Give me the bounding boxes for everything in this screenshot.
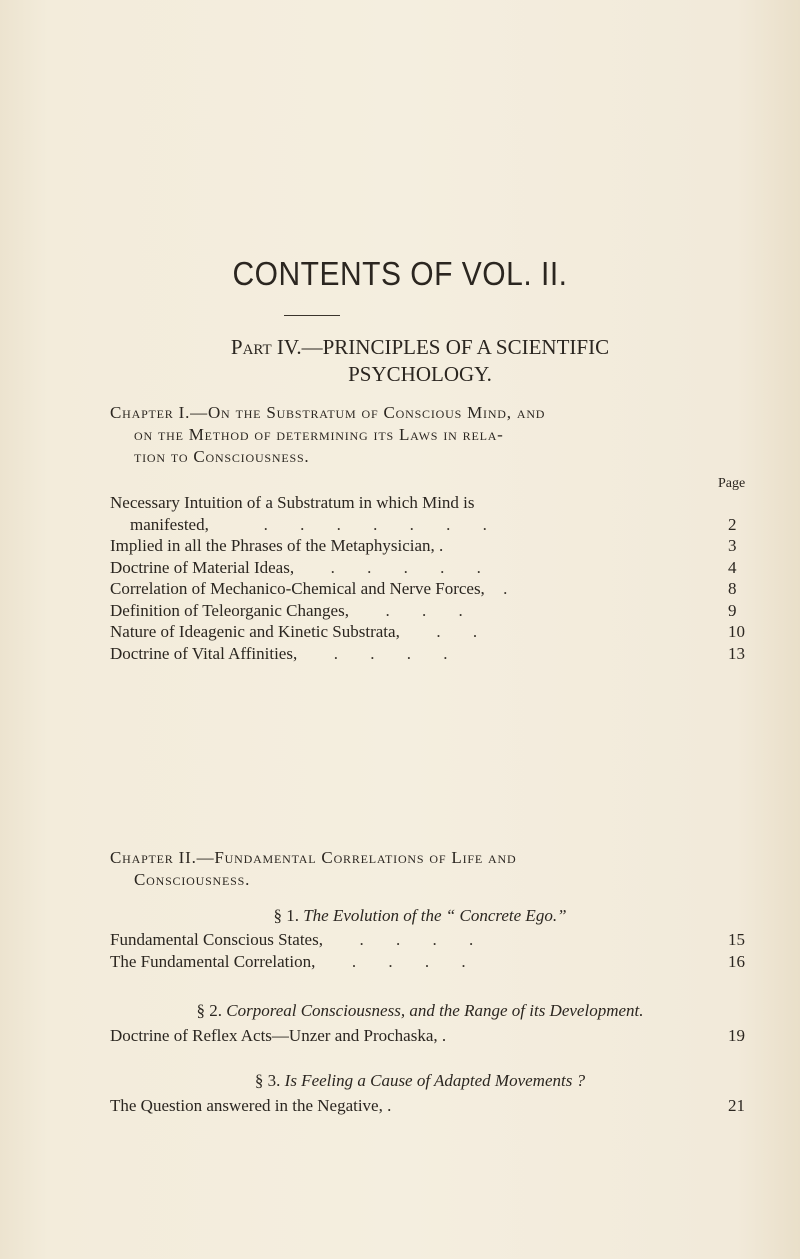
toc-entry-page: 21 [728,1096,745,1115]
toc-entry-text: Doctrine of Vital Affinities, [110,643,298,663]
toc-entry-text: The Question answered in the Negative, . [110,1096,392,1115]
part-heading [100,334,740,388]
chapter-2-line1: Chapter II.—Fundamental Correlations of Life and [110,848,517,867]
page-title: CONTENTS OF VOL. II. [232,256,568,293]
part-prefix: Part IV. [230,335,302,359]
section-1-entries [110,929,745,972]
chapter-1-heading [110,402,545,468]
toc-entry-page: 10 [728,622,745,641]
toc-entry [110,557,737,579]
toc-entry-text: Implied in all the Phrases of the Metaphysician, . [110,536,444,555]
section-3-entries [110,1095,745,1117]
toc-entry [110,1025,745,1047]
toc-entry-page: 9 [728,600,737,620]
leader-dots: . . . . . [294,557,495,577]
leader-dots: . . . . [315,951,480,971]
chapter-2-heading [110,847,516,891]
chapter-1-line1: Chapter I.—On the Substratum of Conscious Mind, and [110,403,546,422]
chapter-2-line2: Consciousness. [134,870,251,889]
part-title-1: —PRINCIPLES OF A SCIENTIFIC [301,335,610,359]
toc-entry-page: 19 [728,1026,745,1045]
toc-entry [110,621,745,643]
chapter-1-line3: tion to Consciousness. [134,447,310,466]
section-3-heading [110,1071,730,1091]
toc-entry-page: 16 [728,951,745,971]
toc-entry [110,929,745,951]
section-2-heading [110,1001,730,1021]
toc-entry-text: Doctrine of Reflex Acts—Unzer and Prochaska, . [110,1026,447,1045]
toc-entry [110,1095,745,1117]
toc-entry-text: Doctrine of Material Ideas, [110,557,295,577]
toc-entry-page: 2 [728,514,737,534]
section-mark: § 2. [196,1001,222,1020]
toc-entry [110,951,745,973]
toc-entry [110,600,737,622]
toc-entry-page: 8 [728,579,737,598]
toc-entry-page: 4 [728,557,737,577]
toc-entry-text: The Fundamental Correlation, [110,951,316,971]
leader-dots: . . . . [322,930,488,949]
leader-dots: . . . . [297,643,462,663]
section-title: The Evolution of the “ Concrete Ego.” [303,906,567,925]
leader-dots: . . . [348,600,477,620]
toc-entry [110,578,737,600]
chapter-1-line2: on the Method of determining its Laws in rela- [134,425,504,444]
toc-entry-text: Definition of Teleorganic Changes, [110,600,349,620]
leader-dots: . . . . . . . [208,514,501,534]
section-title: Is Feeling a Cause of Adapted Movements ? [284,1071,586,1090]
chapter-1-entries [110,492,745,664]
toc-entry-text: Correlation of Mechanico-Chemical and Nerve Forces, [110,579,485,598]
toc-entry-page: 13 [728,643,745,663]
toc-entry-page: 15 [728,930,745,949]
section-title: Corporeal Consciousness, and the Range of its Development. [226,1001,644,1020]
leader-dots: . . [399,622,492,641]
toc-entry-page: 3 [728,536,737,555]
toc-entry [110,643,745,665]
title-rule [284,315,340,316]
toc-entry-text-line2: manifested, [130,514,209,534]
toc-entry-text: Fundamental Conscious States, [110,930,323,949]
part-heading-line1 [100,334,740,361]
section-2-entries [110,1025,745,1047]
page-column-label: Page [718,476,746,491]
toc-entry [110,535,737,557]
leader-dots: . [484,579,522,598]
toc-entry [110,492,737,535]
section-mark: § 1. [273,906,299,925]
toc-entry-text-line1: Necessary Intuition of a Substratum in which Mind is [110,493,475,512]
section-1-heading [110,906,730,926]
section-mark: § 3. [254,1071,281,1090]
toc-entry-text: Nature of Ideagenic and Kinetic Substrata, [110,622,400,641]
part-title-2: PSYCHOLOGY. [348,362,492,386]
